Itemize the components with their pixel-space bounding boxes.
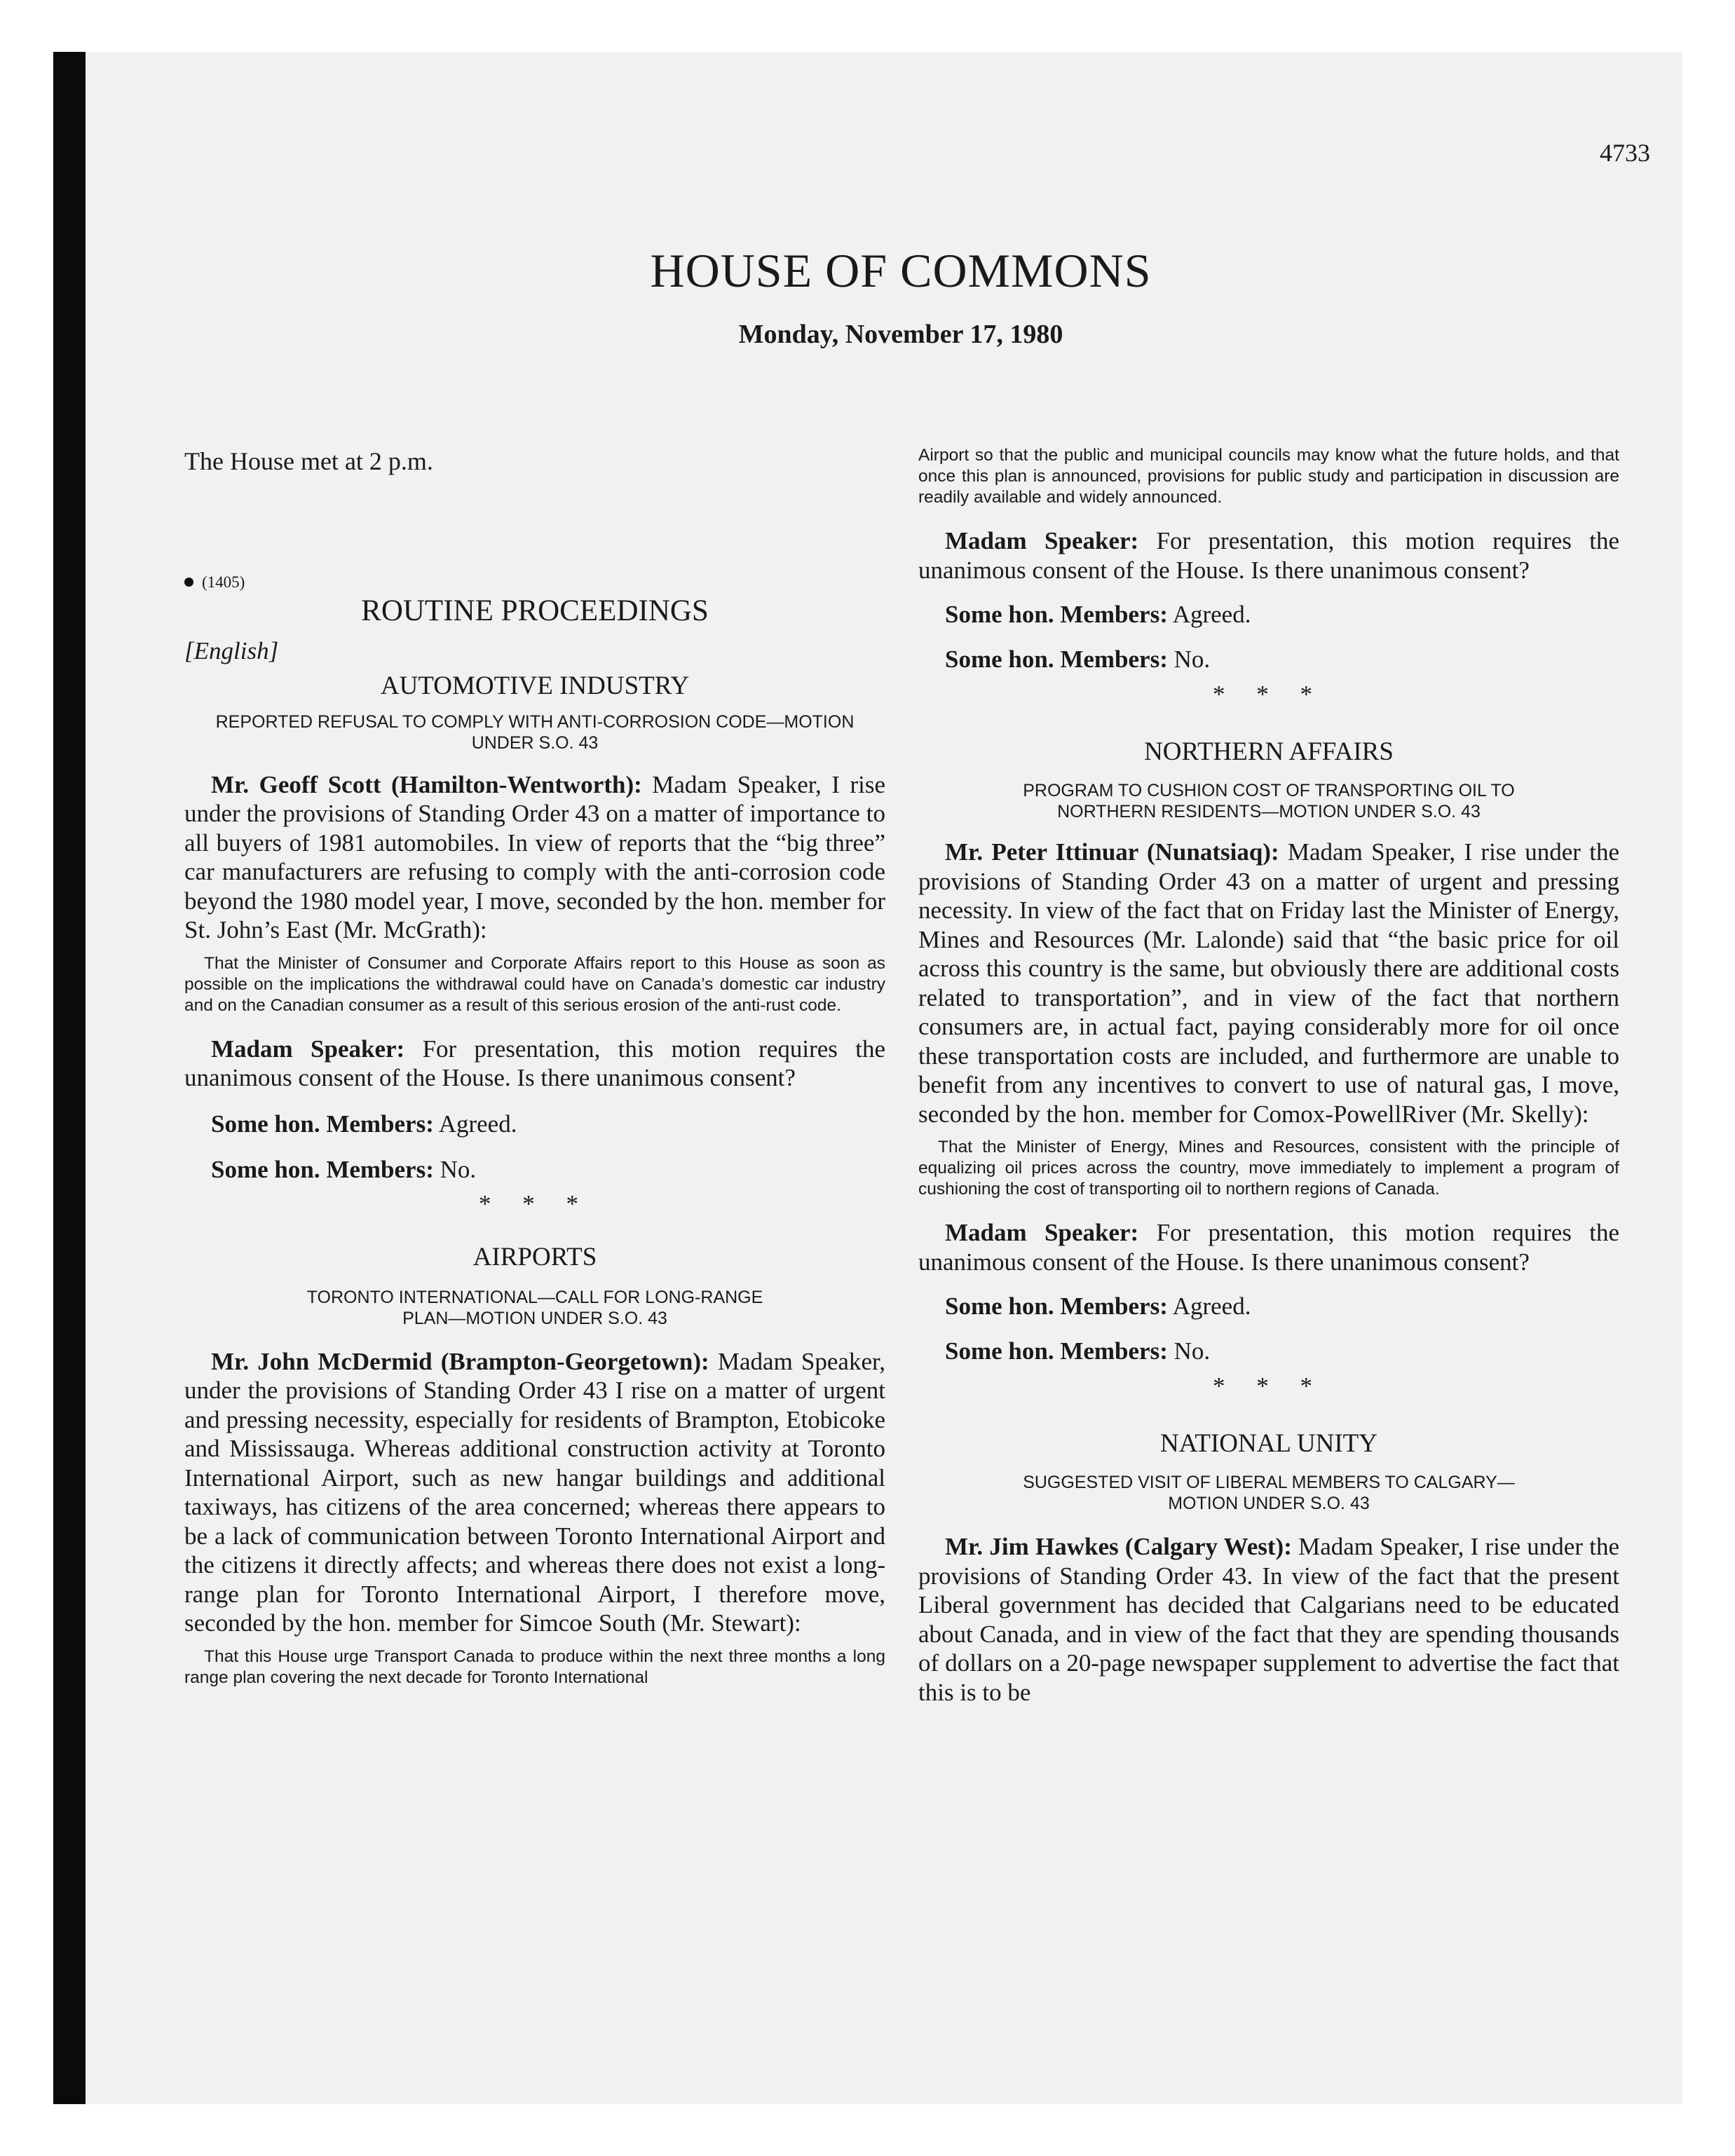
house-met-line: The House met at 2 p.m. bbox=[184, 447, 433, 475]
speaker-name: Mr. Geoff Scott (Hamilton-Wentworth): bbox=[211, 770, 642, 798]
item-subheading-airports: TORONTO INTERNATIONAL—CALL FOR LONG-RANGE PLAN—MOTION UNDER S.O. 43 bbox=[306, 1287, 763, 1328]
left-column bbox=[184, 447, 885, 1688]
members-response-agreed: Some hon. Members: Agreed. bbox=[211, 1110, 517, 1138]
motion-text-airports: That this House urge Transport Canada to produce within the next three months a long range plan covering the next decade for Toronto International bbox=[184, 1646, 885, 1687]
members-response-no: Some hon. Members: No. bbox=[945, 1337, 1211, 1365]
item-heading-national-unity: NATIONAL UNITY bbox=[1160, 1429, 1377, 1458]
speaker-name: Mr. John McDermid (Brampton-Georgetown): bbox=[211, 1347, 709, 1375]
bullet-icon bbox=[184, 578, 193, 587]
time-marker bbox=[184, 572, 885, 593]
speaker-statement: Madam Speaker: For presentation, this motion requires the unanimous consent of the House. Is there unanimous consent? bbox=[918, 527, 1620, 584]
item-subheading-national-unity: SUGGESTED VISIT OF LIBERAL MEMBERS TO CALGARY—MOTION UNDER S.O. 43 bbox=[1023, 1473, 1515, 1513]
motion-text-automotive: That the Minister of Consumer and Corporate Affairs report to this House as soon as possible on the implications the withdrawal could have on Canada’s domestic car industry and on the Canadian consumer as a result of this serious erosion of the anti-rust code. bbox=[184, 953, 885, 1015]
page-title: HOUSE OF COMMONS bbox=[650, 244, 1152, 297]
members-response-agreed: Some hon. Members: Agreed. bbox=[945, 601, 1251, 628]
time-marker-text: (1405) bbox=[202, 573, 245, 591]
sitting-date: Monday, November 17, 1980 bbox=[738, 320, 1063, 349]
section-separator: * * * bbox=[1213, 681, 1325, 708]
speech-mcdermid: Mr. John McDermid (Brampton-Georgetown): Madam Speaker, under the provisions of Standing Order 43 I rise on a matter of urgent and pressing necessity, especially for residents of Brampton, Etobicoke and Mississauga. Whereas additional construction activity at Toronto International Airport, such as new hangar buildings and additional taxiways, has citizens of the area concerned; whereas there appears to be a lack of communication between Toronto International Airport and the citizens it directly affects; and whereas there does not exist a long-range plan for Toronto International Airport, I therefore move, seconded by the hon. member for Simcoe South (Mr. Stewart): bbox=[184, 1347, 886, 1637]
section-heading: ROUTINE PROCEEDINGS bbox=[361, 594, 709, 627]
members-response-agreed: Some hon. Members: Agreed. bbox=[945, 1292, 1251, 1320]
members-response-no: Some hon. Members: No. bbox=[945, 645, 1211, 673]
item-heading-northern: NORTHERN AFFAIRS bbox=[1144, 737, 1394, 766]
right-column bbox=[918, 445, 1619, 1707]
motion-text-northern: That the Minister of Energy, Mines and Resources, consistent with the principle of equalizing oil prices across the country, move immediately to implement a program of cushioning the cost of transporting oil to northern regions of Canada. bbox=[918, 1138, 1619, 1199]
speaker-name: Mr. Jim Hawkes (Calgary West): bbox=[945, 1533, 1292, 1560]
speaker-statement: Madam Speaker: For presentation, this motion requires the unanimous consent of the House. Is there unanimous consent? bbox=[918, 1219, 1620, 1276]
section-separator: * * * bbox=[1213, 1372, 1325, 1400]
item-heading-airports: AIRPORTS bbox=[472, 1242, 597, 1271]
speech-ittinuar: Mr. Peter Ittinuar (Nunatsiaq): Madam Speaker, I rise under the provisions of Standing Order 43 on a matter of urgent and pressing necessity. In view of the fact that on Friday last the Minister of Energy, Mines and Resources (Mr. Lalonde) said that “the basic price for oil across this country is the same, but obviously there are additional costs related to transportation”, and in view of the fact that northern consumers are, in actual fact, paying considerably more for oil once these transportation costs are included, and furthermore are unable to benefit from any incentives to convert to use of natural gas, I move, seconded by the hon. member for Comox-PowellRiver (Mr. Skelly): bbox=[918, 838, 1619, 1128]
speech-scott: Mr. Geoff Scott (Hamilton-Wentworth): Madam Speaker, I rise under the provisions of Standing Order 43 on a matter of importance to all buyers of 1981 automobiles. In view of reports that the “big three” car manufacturers are refusing to comply with the anti-corrosion code beyond the 1980 model year, I move, seconded by the hon. member for St. John’s East (Mr. McGrath): bbox=[184, 770, 885, 943]
speaker-statement: Madam Speaker: For presentation, this motion requires the unanimous consent of the House. Is there unanimous consent? bbox=[184, 1035, 886, 1091]
language-marker: [English] bbox=[184, 636, 279, 664]
members-response-no: Some hon. Members: No. bbox=[211, 1156, 477, 1183]
item-subheading-northern: PROGRAM TO CUSHION COST OF TRANSPORTING OIL TO NORTHERN RESIDENTS—MOTION UNDER S.O. 43 bbox=[1023, 781, 1515, 821]
binding-edge bbox=[53, 52, 86, 2104]
speaker-name: Mr. Peter Ittinuar (Nunatsiaq): bbox=[945, 838, 1279, 866]
item-subheading-automotive: REPORTED REFUSAL TO COMPLY WITH ANTI-CORROSION CODE—MOTION UNDER S.O. 43 bbox=[215, 711, 855, 753]
page-number: 4733 bbox=[1600, 139, 1650, 167]
motion-continuation-airports: Airport so that the public and municipal councils may know what the future holds, and that once this plan is announced, provisions for public study and participation in discussion are readily available and widely announced. bbox=[918, 446, 1619, 507]
speech-hawkes: Mr. Jim Hawkes (Calgary West): Madam Speaker, I rise under the provisions of Standing Order 43. In view of the fact that the present Liberal government has decided that Calgarians need to be educated about Canada, and in view of the fact that they are spending thousands of dollars on a 20-page newspaper supplement to advertise the fact that this is to be bbox=[918, 1533, 1619, 1706]
section-separator: * * * bbox=[479, 1189, 591, 1217]
item-heading-automotive: AUTOMOTIVE INDUSTRY bbox=[380, 671, 690, 700]
